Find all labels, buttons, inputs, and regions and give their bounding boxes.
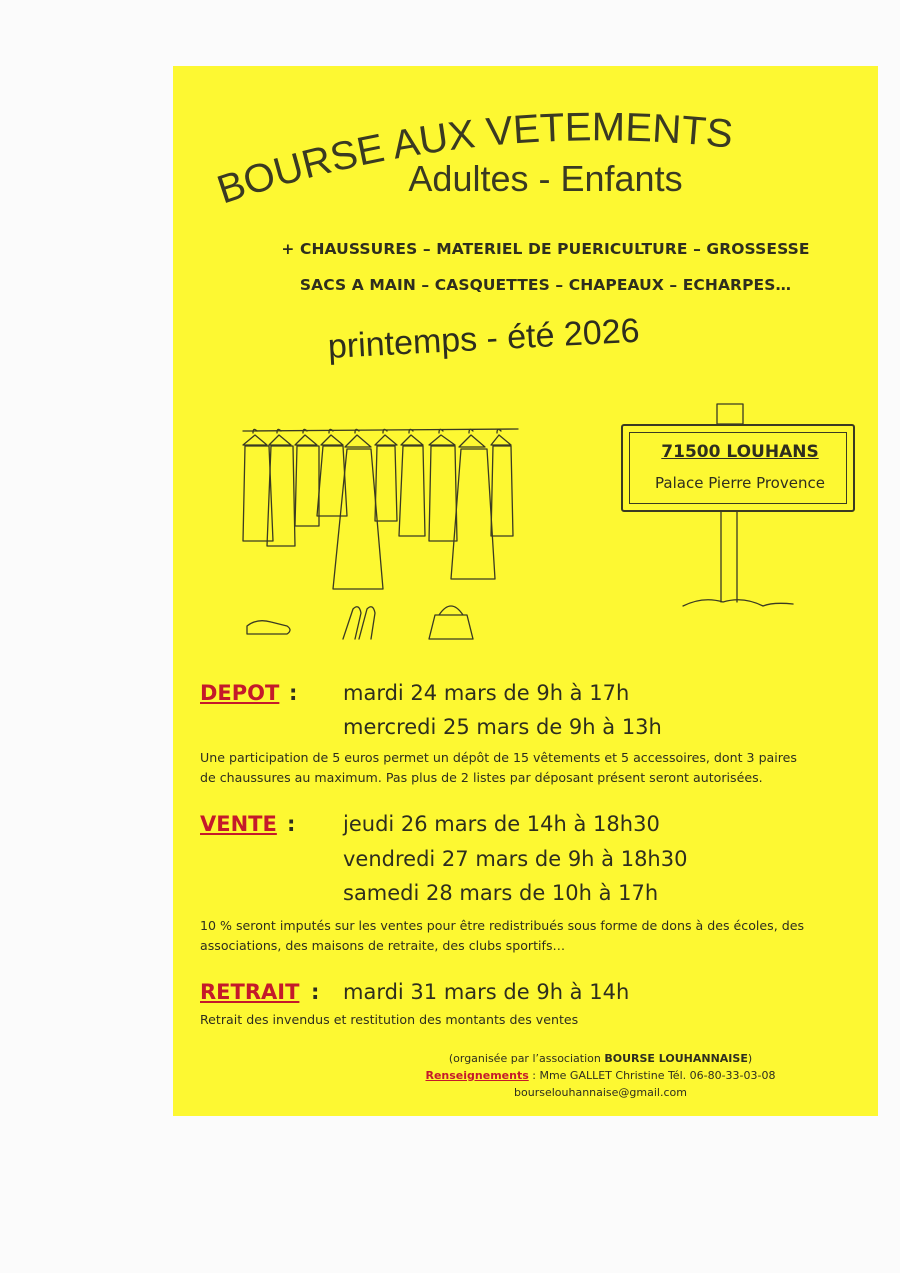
retrait-date: mardi 31 mars de 9h à 14h: [343, 980, 630, 1004]
flyer: [173, 66, 878, 1116]
organizer-suffix: ): [747, 1052, 753, 1065]
info-label: Renseignements: [425, 1069, 529, 1082]
vente-note-line-1: 10 % seront imputés sur les ventes pour être redistribués sous forme de dons à des écoles, des: [200, 918, 805, 933]
vente-label: VENTE: [200, 812, 277, 836]
depot-note-line-1: Une participation de 5 euros permet un dépôt de 15 vêtements et 5 accessoires, dont 3 paires: [200, 750, 797, 765]
organizer-name: BOURSE LOUHANNAISE: [604, 1052, 748, 1065]
depot-colon: :: [289, 681, 298, 705]
signpost: [613, 396, 873, 616]
main-title-text: BOURSE AUX VETEMENTS: [211, 105, 736, 204]
heels-drawing: [343, 607, 375, 639]
info-line: [173, 1069, 878, 1082]
vente-date-1: jeudi 26 mars de 14h à 18h30: [343, 812, 660, 836]
subtitle: Adultes - Enfants: [408, 158, 683, 199]
email[interactable]: bourselouhannaise@gmail.com: [514, 1086, 687, 1099]
depot-date-2: mercredi 25 mars de 9h à 13h: [343, 715, 662, 739]
garment-group: [243, 429, 513, 589]
clothes-rack-illustration: [233, 421, 533, 656]
vente-date-2: vendredi 27 mars de 9h à 18h30: [343, 847, 688, 871]
vente-date-3: samedi 28 mars de 10h à 17h: [343, 881, 659, 905]
sign-board: [621, 424, 855, 512]
vente-note-line-2: associations, des maisons de retraite, des clubs sportifs…: [200, 938, 566, 953]
depot-note-line-2: de chaussures au maximum. Pas plus de 2 listes par déposant présent seront autorisées.: [200, 770, 763, 785]
info-text: : Mme GALLET Christine Tél. 06-80-33-03-08: [528, 1069, 776, 1082]
depot-date-1: mardi 24 mars de 9h à 17h: [343, 681, 630, 705]
sign-city: 71500 LOUHANS: [661, 442, 819, 462]
vente-colon: :: [287, 812, 296, 836]
retrait-label: RETRAIT: [200, 980, 300, 1004]
handbag-drawing: [429, 606, 473, 639]
sign-venue: Palace Pierre Provence: [655, 474, 825, 492]
season-title: printemps - été 2026: [326, 311, 641, 366]
categories-line-2: SACS A MAIN – CASQUETTES – CHAPEAUX – ECHARPES…: [299, 276, 792, 294]
organizer-line: [173, 1052, 878, 1065]
shoes-drawing: [247, 621, 290, 634]
categories-line-1: + CHAUSSURES – MATERIEL DE PUERICULTURE – GROSSESSE: [281, 240, 810, 258]
depot-label: DEPOT: [200, 681, 280, 705]
retrait-note: Retrait des invendus et restitution des montants des ventes: [200, 1012, 579, 1027]
organizer-prefix: (organisée par l’association: [448, 1052, 605, 1065]
retrait-colon: :: [311, 980, 320, 1004]
